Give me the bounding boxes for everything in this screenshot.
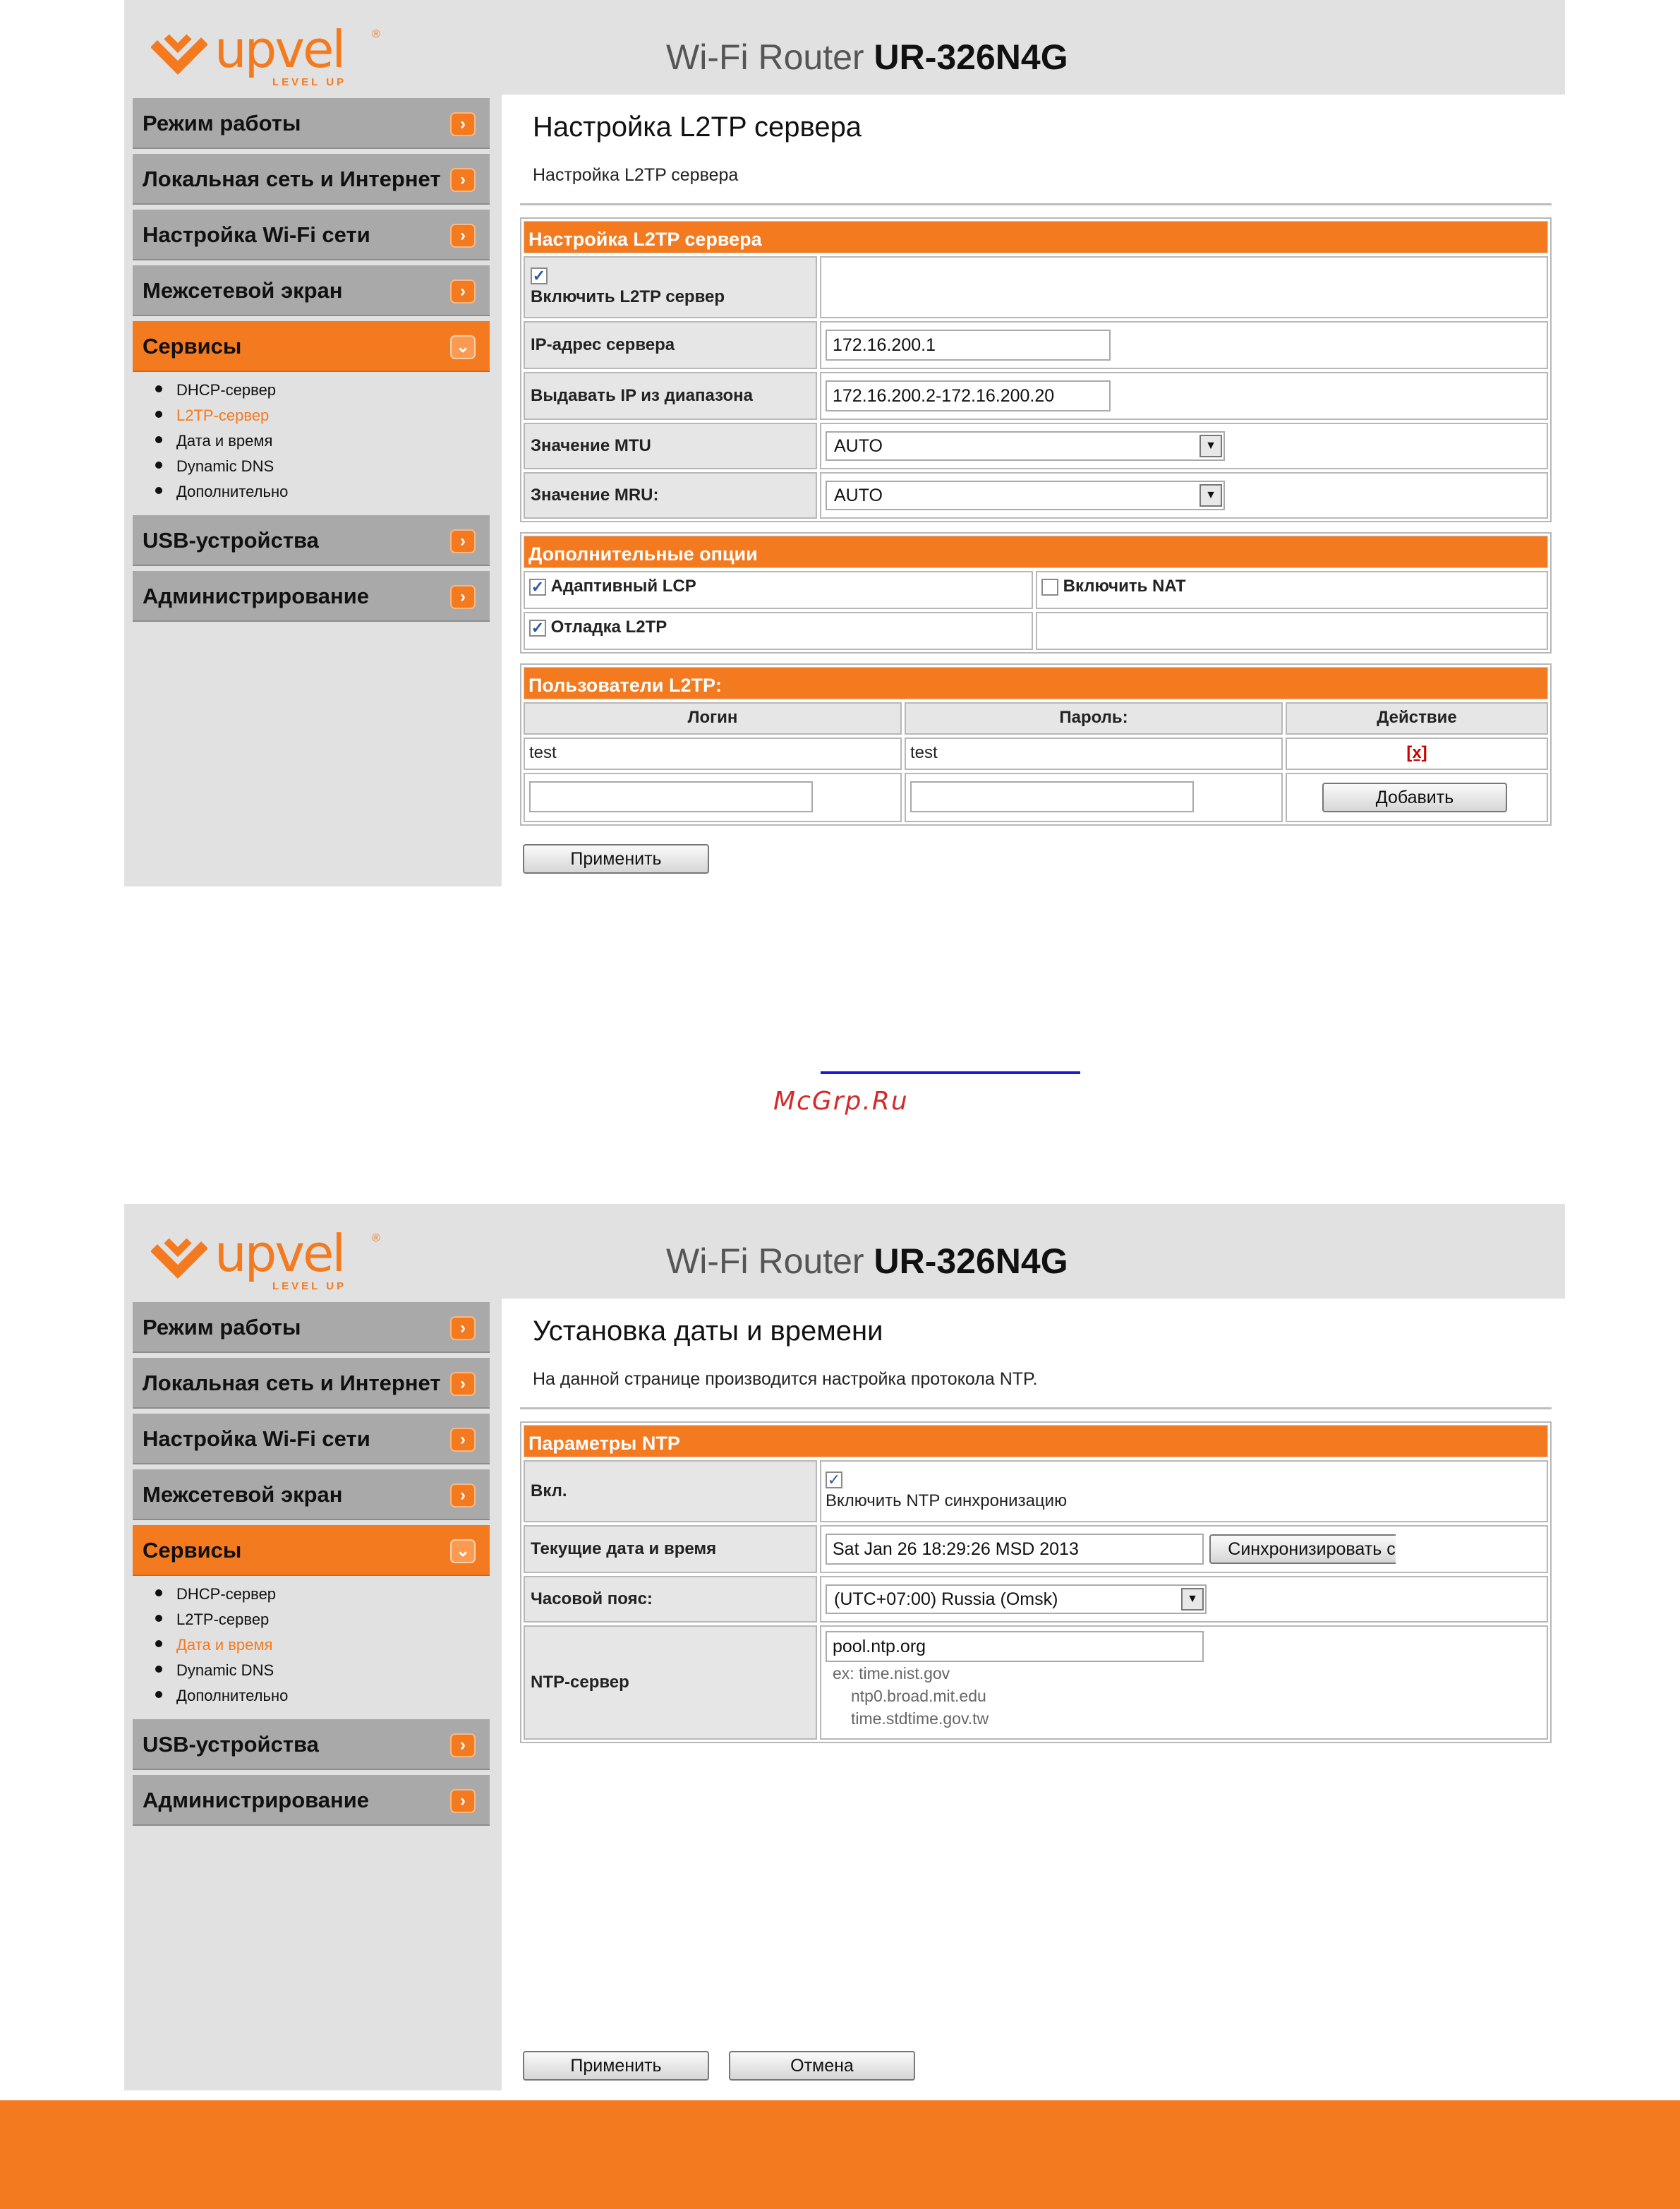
ntp-on-label: Вкл. [524,1460,817,1522]
watermark-underline [821,1071,1080,1074]
new-login-cell [524,773,902,822]
chevron-right-icon: › [450,168,476,192]
mtu-select[interactable] [826,431,1225,461]
adaptive-lcp-label: Адаптивный LCP [550,577,696,596]
nav-label: Локальная сеть и Интернет [143,167,441,191]
new-login-input[interactable] [529,781,813,812]
nav-mode[interactable] [133,1302,490,1353]
nav-services[interactable] [133,321,490,372]
logo-tagline: LEVEL UP [272,1280,347,1292]
nav-usb[interactable] [133,515,490,566]
enable-l2tp-checkbox[interactable]: ✓ [531,267,548,284]
ntp-enable-checkbox[interactable]: ✓ [826,1471,842,1488]
ntp-settings-table [520,1421,1552,1743]
debug-cell [524,612,1033,650]
cancel-button[interactable]: Отмена [729,2051,915,2081]
mtu-value: AUTO [834,436,883,456]
services-subnav [155,381,288,508]
page-description: Настройка L2TP сервера [533,165,739,185]
add-button-cell [1286,773,1548,822]
router-title [666,1241,1068,1282]
chevron-right-icon: › [450,585,476,609]
nav-firewall[interactable] [133,1469,490,1520]
subnav-l2tp[interactable]: L2TP-сервер [155,407,288,432]
router-model: UR-326N4G [874,37,1068,77]
nav-label: Настройка Wi-Fi сети [143,222,370,247]
section-header: Дополнительные опции [524,536,1548,568]
chevron-down-icon: ⌄ [450,335,476,359]
nav-usb[interactable] [133,1719,490,1770]
datetime-label: Текущие дата и время [524,1525,817,1573]
nav-firewall[interactable] [133,265,490,316]
timezone-value: (UTC+07:00) Russia (Omsk) [834,1589,1058,1609]
chevron-down-icon: ⌄ [450,1539,476,1563]
nav-admin[interactable] [133,571,490,622]
sidebar [124,95,502,886]
nat-label: Включить NAT [1063,577,1186,596]
sync-button-wrap [1209,1534,1396,1564]
user-password-cell: test [905,738,1283,770]
dropdown-arrow-icon: ▼ [1199,435,1222,457]
ip-range-label: Выдавать IP из диапазона [524,372,817,420]
chevron-right-icon: › [450,1789,476,1813]
mtu-label: Значение MTU [524,423,817,469]
table-row [524,738,1548,770]
subnav-extra[interactable]: Дополнительно [155,1687,288,1712]
ntp-server-label: NTP-сервер [524,1625,817,1740]
subnav-extra[interactable]: Дополнительно [155,483,288,508]
mru-value: AUTO [834,486,883,505]
services-subnav [155,1585,288,1712]
chevron-right-icon: › [450,112,476,136]
new-password-cell [905,773,1283,822]
logo-text: upvel [214,20,344,79]
column-header-password: Пароль: [905,702,1283,735]
add-user-button[interactable]: Добавить [1322,783,1507,812]
registered-mark: ® [372,28,380,40]
subnav-dhcp[interactable]: DHCP-сервер [155,381,288,407]
server-ip-input[interactable]: 172.16.200.1 [826,330,1111,361]
section-header: Параметры NTP [524,1425,1548,1457]
chevron-right-icon: › [450,224,476,248]
column-header-login: Логин [524,702,902,735]
nav-label: Межсетевой экран [143,1482,343,1507]
subnav-l2tp[interactable]: L2TP-сервер [155,1611,288,1636]
enable-l2tp-label: Включить L2TP сервер [531,287,725,306]
divider [520,203,1552,205]
nav-mode[interactable] [133,98,490,149]
chevron-right-icon: › [450,1428,476,1452]
subnav-ddns[interactable]: Dynamic DNS [155,457,288,483]
chevron-right-icon: › [450,1733,476,1757]
router-title-prefix: Wi-Fi Router [666,1241,864,1281]
nav-label: Настройка Wi-Fi сети [143,1426,370,1451]
l2tp-settings-table [520,217,1552,522]
ip-range-input[interactable]: 172.16.200.2-172.16.200.20 [826,380,1111,411]
l2tp-users-table [520,663,1552,826]
enable-cell [524,256,817,318]
logo-chevron-icon [151,30,207,75]
ntp-hint: time.stdtime.gov.tw [851,1709,989,1728]
nav-label: Администрирование [143,584,370,608]
section-header: Пользователи L2TP: [524,667,1548,699]
empty-cell [820,256,1548,318]
chevron-right-icon: › [450,279,476,303]
dropdown-arrow-icon: ▼ [1199,484,1222,507]
nav-label: Режим работы [143,1315,301,1340]
header-banner [124,1204,1565,1299]
subnav-datetime[interactable]: Дата и время [155,432,288,457]
mru-label: Значение MRU: [524,472,817,519]
user-login-cell: test [524,738,902,770]
divider [520,1407,1552,1409]
sidebar [124,1299,502,2090]
datetime-input[interactable]: Sat Jan 26 18:29:26 MSD 2013 [826,1534,1204,1565]
router-title [666,37,1068,78]
screenshot-l2tp [124,0,1565,886]
upvel-logo [151,20,380,92]
extra-options-table [520,532,1552,654]
nat-cell [1036,571,1548,609]
router-model: UR-326N4G [874,1241,1068,1281]
nav-label: Режим работы [143,111,301,136]
nav-label: Межсетевой экран [143,278,343,303]
mru-select[interactable] [826,481,1225,510]
nav-services[interactable] [133,1525,490,1576]
logo-chevron-icon [151,1234,207,1279]
debug-checkbox[interactable]: ✓ [529,620,546,637]
server-ip-label: IP-адрес сервера [524,321,817,369]
subnav-dhcp[interactable]: DHCP-сервер [155,1585,288,1611]
nav-wifi[interactable] [133,210,490,260]
ntp-hint: ntp0.broad.mit.edu [851,1687,986,1705]
add-user-row [524,773,1548,822]
apply-button[interactable]: Применить [523,2051,709,2081]
subnav-ddns[interactable]: Dynamic DNS [155,1661,288,1687]
nav-lan-internet[interactable] [133,154,490,205]
subnav-datetime[interactable]: Дата и время [155,1636,288,1661]
ntp-hint: ex: time.nist.gov [833,1664,950,1683]
ntp-enable-text: Включить NTP синхронизацию [826,1491,1068,1510]
timezone-select[interactable] [826,1584,1207,1614]
apply-button[interactable]: Применить [523,844,709,874]
chevron-right-icon: › [450,1483,476,1507]
upvel-logo [151,1224,380,1296]
delete-user-link[interactable]: [x] [1286,738,1548,770]
nav-lan-internet[interactable] [133,1358,490,1409]
column-header-action: Действие [1286,702,1548,735]
chevron-right-icon: › [450,529,476,553]
page-title: Установка даты и времени [533,1316,883,1347]
footer-bar [0,2100,1680,2209]
chevron-right-icon: › [450,1372,476,1396]
section-header: Настройка L2TP сервера [524,221,1548,253]
nav-label: USB-устройства [143,528,319,553]
nav-label: Локальная сеть и Интернет [143,1371,441,1395]
logo-text: upvel [214,1224,344,1283]
nat-checkbox[interactable] [1041,579,1058,596]
header-banner [124,0,1565,95]
screenshot-ntp [124,1204,1565,2090]
new-password-input[interactable] [910,781,1194,812]
chevron-right-icon: › [450,1316,476,1340]
watermark-text: McGrp.Ru [773,1087,909,1116]
empty-cell [1036,612,1548,650]
registered-mark: ® [372,1232,380,1244]
page-description: На данной странице производится настройка протокола NTP. [533,1369,1038,1389]
ntp-server-input[interactable]: pool.ntp.org [826,1631,1204,1662]
nav-admin[interactable] [133,1775,490,1826]
adaptive-lcp-checkbox[interactable]: ✓ [529,579,546,596]
page-title: Настройка L2TP сервера [533,112,862,143]
debug-label: Отладка L2TP [550,618,667,637]
nav-wifi[interactable] [133,1414,490,1464]
dropdown-arrow-icon: ▼ [1181,1588,1204,1611]
nav-label: Администрирование [143,1788,370,1812]
sync-button[interactable]: Синхронизировать с [1209,1534,1396,1564]
router-title-prefix: Wi-Fi Router [666,37,864,77]
nav-label: USB-устройства [143,1732,319,1757]
adaptive-lcp-cell [524,571,1033,609]
nav-label: Сервисы [143,1538,242,1563]
logo-tagline: LEVEL UP [272,76,347,88]
timezone-label: Часовой пояс: [524,1576,817,1623]
nav-label: Сервисы [143,334,242,359]
